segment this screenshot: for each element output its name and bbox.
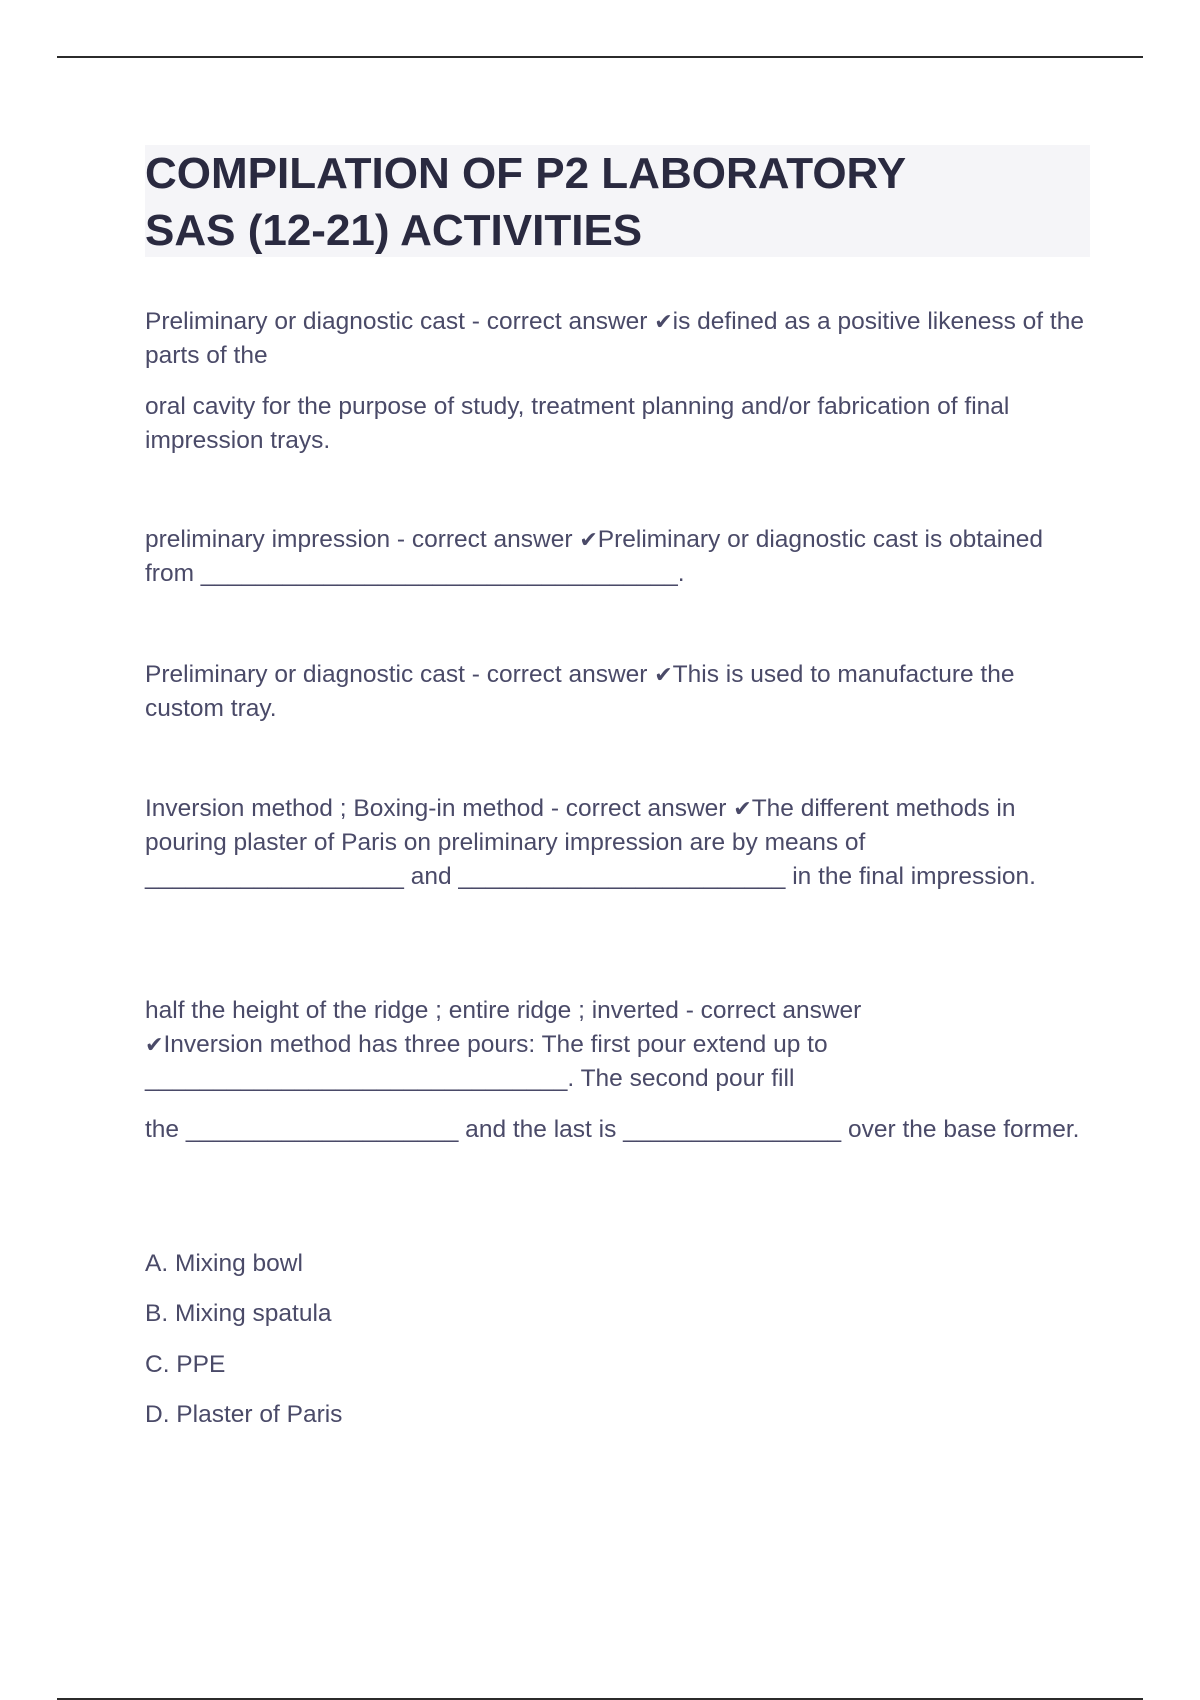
option-d: D. Plaster of Paris [145, 1401, 343, 1428]
document-title [145, 145, 1090, 259]
item-5-answer-line-2: the ____________________ and the last is ________________ over the base former. [145, 1116, 1080, 1143]
item-5-para-1 [145, 994, 1095, 1096]
item-1-para-2 [145, 390, 1095, 458]
top-rule [57, 56, 1143, 58]
check-icon: ✔ [579, 527, 598, 552]
item-3 [145, 658, 1095, 726]
title-line-1: COMPILATION OF P2 LABORATORY [145, 149, 907, 198]
item-4-question: Inversion method ; Boxing-in method - correct answer [145, 795, 734, 822]
check-icon: ✔ [654, 309, 673, 334]
item-2-answer: Preliminary or diagnostic cast is obtained from ___________________________________. [145, 526, 1044, 587]
option-c: C. PPE [145, 1351, 226, 1378]
check-icon: ✔ [654, 662, 673, 687]
item-4 [145, 792, 1095, 894]
item-5-answer-line-1: Inversion method has three pours: The first pour extend up to _______________________________. The second pour fill [145, 1031, 828, 1092]
item-3-answer: This is used to manufacture the custom tray. [145, 661, 1015, 722]
check-icon: ✔ [145, 1032, 164, 1057]
item-4-answer: The different methods in pouring plaster of Paris on preliminary impression are by means of ___________________ and ________________________ in the final impression. [145, 795, 1036, 890]
option-a: A. Mixing bowl [145, 1250, 303, 1277]
item-1-answer-line-1: is defined as a positive likeness of the parts of the [145, 308, 1084, 369]
title-line-2: SAS (12-21) ACTIVITIES [145, 206, 643, 255]
item-5-para-2 [145, 1113, 1095, 1147]
option-b: B. Mixing spatula [145, 1300, 332, 1327]
item-1-answer-line-2: oral cavity for the purpose of study, treatment planning and/or fabrication of final impression trays. [145, 393, 1010, 454]
item-2 [145, 523, 1095, 591]
item-1-para-1 [145, 305, 1095, 373]
item-2-question: preliminary impression - correct answer [145, 526, 580, 553]
item-5-question: half the height of the ridge ; entire ridge ; inverted - correct answer [145, 997, 862, 1024]
title-block [145, 145, 1090, 257]
check-icon: ✔ [733, 796, 752, 821]
item-3-question: Preliminary or diagnostic cast - correct answer [145, 661, 655, 688]
item-1-question: Preliminary or diagnostic cast - correct answer [145, 308, 655, 335]
